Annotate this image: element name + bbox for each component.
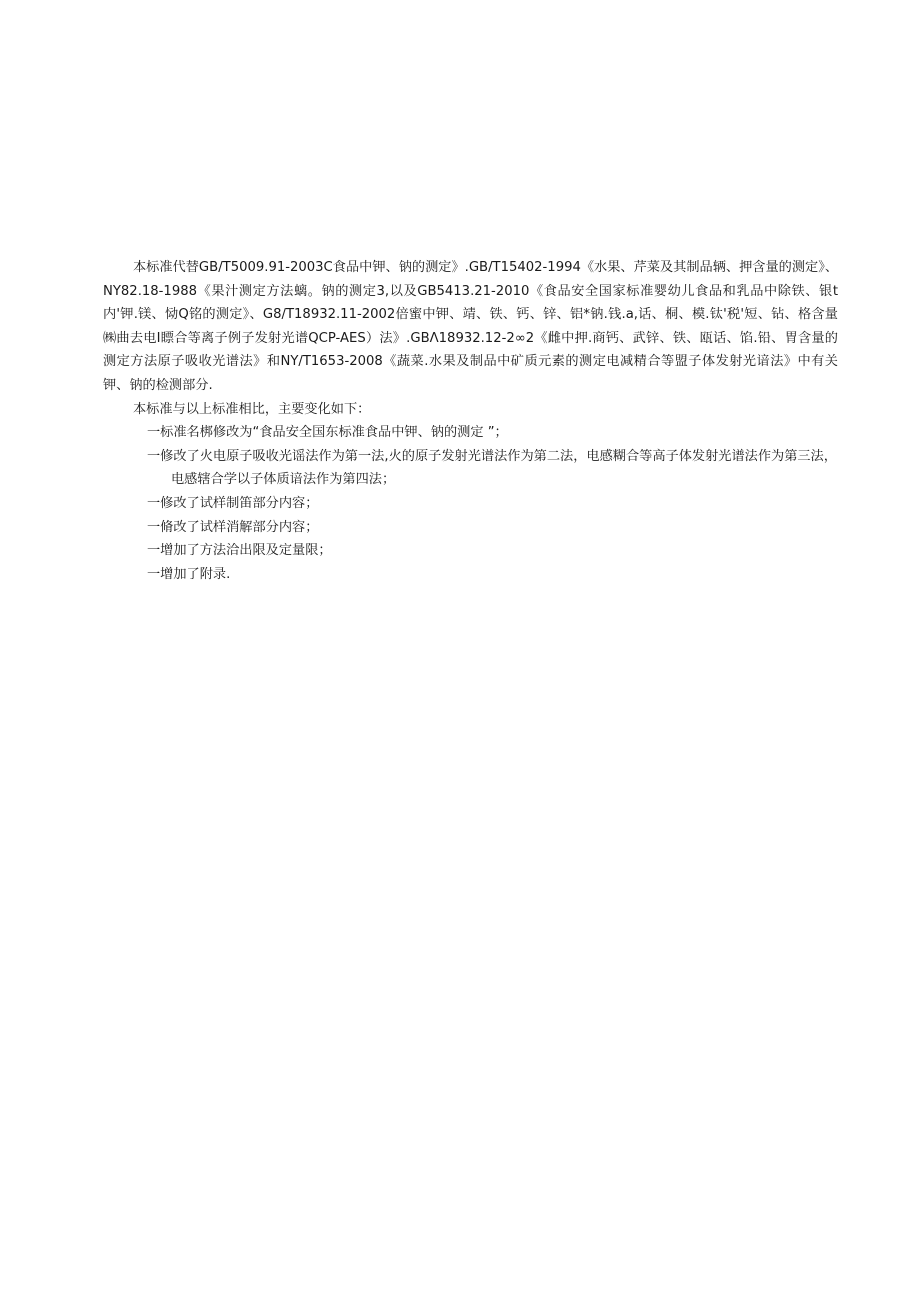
change-item-methods: 一修改了火电原子吸收光谣法作为第一法,火的原子发射光谱法作为第二法，电感糊合等高子体发射光谱法作为第三法，电感辖合学以子体质谙法作为第四法； [147, 448, 837, 488]
comparison-intro-paragraph: 本标准与以上标准相比，主要变化如下： [133, 401, 371, 417]
foreword-body [103, 256, 838, 586]
change-item-appendix: 一增加了附录. [147, 566, 231, 582]
changes-list [103, 421, 838, 586]
change-item-sample-digestion: 一脩改了试样消解部分内容； [147, 519, 319, 535]
replacement-statement-paragraph: 本标准代替GB/T5009.91-2003C食品中钾、钠的测定》.GB/T15402-1994《水果、芹菜及其制品辆、押含量的测定》、NY82.18-1988《果汁测定方法螭。钠的测定3,以及GB5413.21-2010《食品安全国家标准婴幼儿食品和乳品中除铁、银t内'钾.镁、恸Q铭的测定》、G8/T18932.11-2002倍蜜中钾、靖、铁、钙、锌、铝*钠.钱.a,话、桐、模.钛'税'短、钻、格含量㈱曲去电I瞟合等离子例子发射光谱QCP-AES）法》.GBΛ18932.12-2∞2《雌中押.商钙、武锌、铁、瓯话、馅.铅、胃含量的测定方法原子吸收光谱法》和NY/T1653-2008《蔬菜.水果及制品中矿质元素的测定电减精合等盟子体发射光谙法》中有关钾、钠的检测部分. [103, 260, 839, 393]
change-item-standard-name: 一标准名梆修改为“食品安全国东标准食品中钾、钠的测定 ”； [147, 425, 508, 441]
change-item-detection-limits: 一增加了方法洽出限及定量限； [147, 543, 332, 559]
change-item-sample-preparation: 一修改了试样制笛部分内容； [147, 495, 319, 511]
